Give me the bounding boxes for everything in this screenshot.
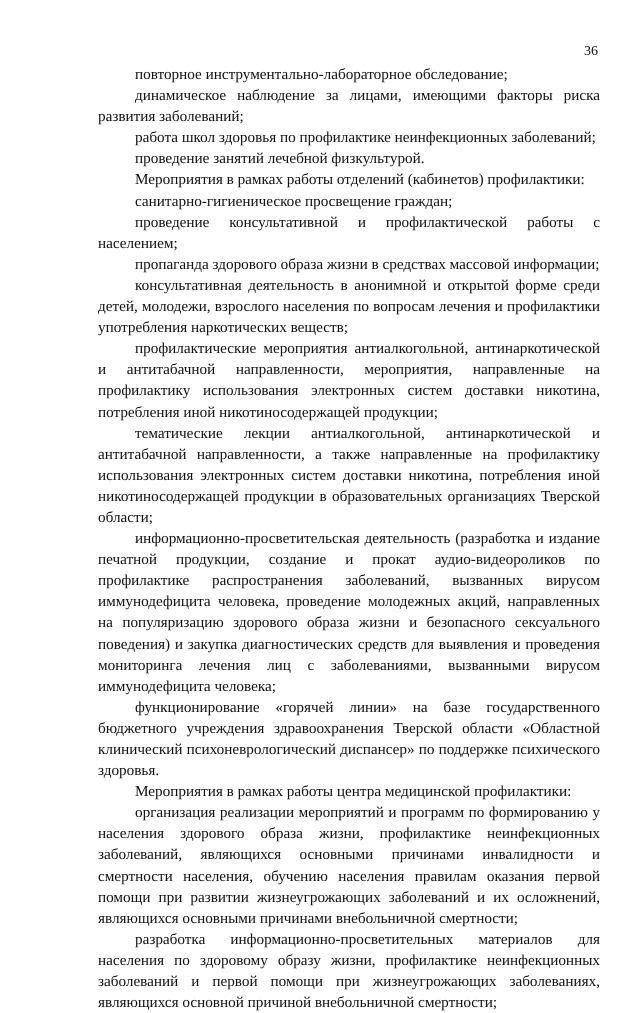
paragraph: проведение занятий лечебной физкультурой. [135, 150, 425, 168]
paragraph: информационно-просветительская деятельность (разработка и издание печатной продукции, создание и прокат аудио-видеороликов по профилактике распространения заболеваний, вызванных вирусом иммунодефицита человека, проведение молодежных акций, направленных на популяризацию здорового образа жизни и безопасного сексуального поведения) и закупка диагностических средств для выявления и проведения мониторинга лечения лиц с заболеваниями, вызванными вирусом иммунодефицита человека; [98, 530, 600, 695]
paragraph: тематические лекции антиалкогольной, антинаркотической и антитабачной направленности, а также направленные на профилактику использования электронных систем доставки никотина, потребления иной никотиносодержащей продукции в образовательных организациях Тверской области; [98, 424, 600, 526]
section-heading: Мероприятия в рамках работы центра медицинской профилактики: [135, 783, 572, 801]
paragraph: повторное инструментально-лабораторное обследование; [135, 66, 508, 83]
paragraph: пропаганда здорового образа жизни в средствах массовой информации; [135, 255, 600, 273]
paragraph: функционирование «горячей линии» на базе государственного бюджетного учреждения здравоохранения Тверской области «Областной клинический психоневрологический диспансер» по поддержке психического здоровья. [98, 698, 600, 780]
section-heading: Мероприятия в рамках работы отделений (кабинетов) профилактики: [135, 171, 585, 189]
body-text [98, 64, 600, 1013]
paragraph: работа школ здоровья по профилактике неинфекционных заболеваний; [135, 129, 596, 147]
paragraph: организация реализации мероприятий и программ по формированию у населения здорового образа жизни, профилактике неинфекционных заболеваний, являющихся основными причинами инвалидности и смертности населения, обучению населения правилам оказания первой помощи при развитии жизнеугрожающих заболеваний и их осложнений, являющихся основными причинами внебольничной смертности; [98, 804, 600, 927]
paragraph: разработка информационно-просветительных материалов для населения по здоровому образу жизни, профилактике неинфекционных заболеваний и первой помощи при жизнеугрожающих заболеваниях, являющихся основной причиной внебольничной смертности; [98, 930, 600, 1012]
paragraph: консультативная деятельность в анонимной и открытой форме среди детей, молодежи, взрослого населения по вопросам лечения и профилактики употребления наркотических веществ; [98, 276, 600, 337]
paragraph: проведение консультативной и профилактической работы с населением; [98, 213, 600, 252]
paragraph: санитарно-гигиеническое просвещение граждан; [135, 192, 453, 210]
page-number: 36 [584, 44, 598, 59]
paragraph: динамическое наблюдение за лицами, имеющими факторы риска развития заболеваний; [98, 87, 600, 126]
paragraph: профилактические мероприятия антиалкогольной, антинаркотической и антитабачной направленности, мероприятия, направленные на профилактику использования электронных систем доставки никотина, потребления иной никотиносодержащей продукции; [98, 340, 600, 421]
